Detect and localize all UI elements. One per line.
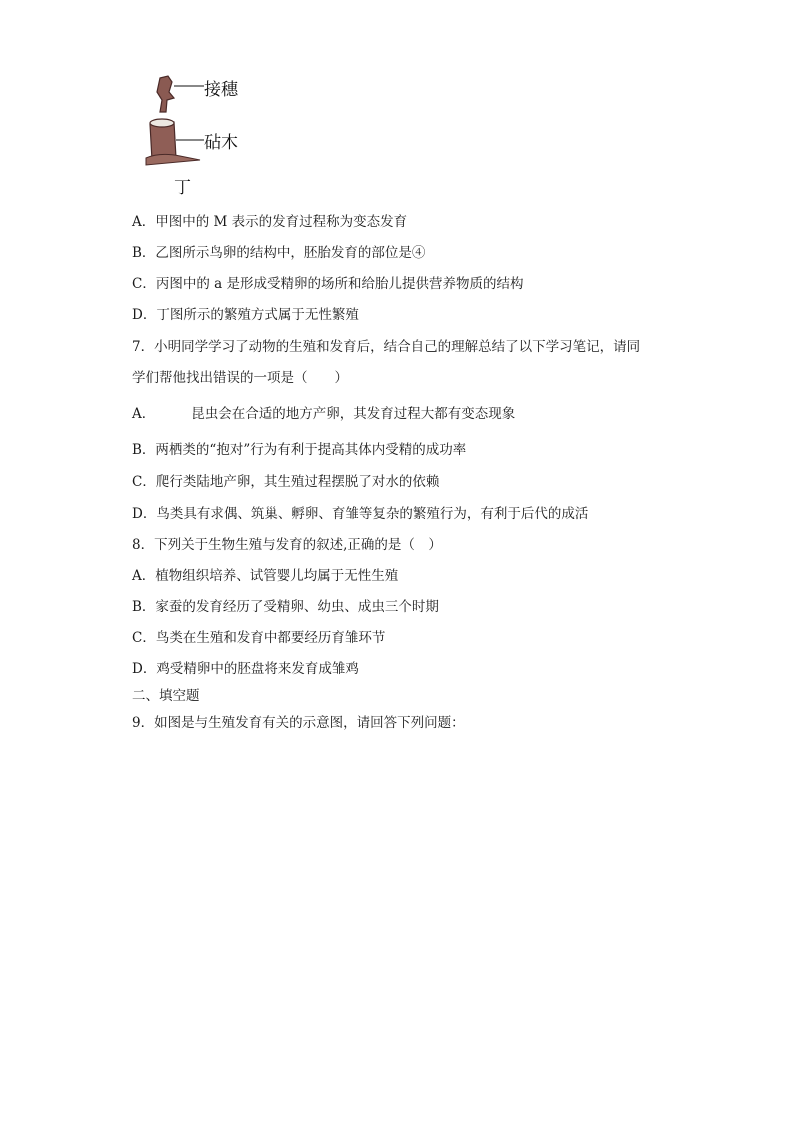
q6-option-c: C．丙图中的 a 是形成受精卵的场所和给胎儿提供营养物质的结构: [132, 276, 524, 292]
q6-option-b: B．乙图所示鸟卵的结构中，胚胎发育的部位是④: [132, 245, 426, 261]
q6-option-d: D．丁图所示的繁殖方式属于无性繁殖: [132, 307, 359, 323]
q8-stem: 8．下列关于生物生殖与发育的叙述,正确的是（ ）: [132, 537, 442, 553]
q8-option-d: D．鸡受精卵中的胚盘将来发育成雏鸡: [132, 661, 359, 677]
q8-option-a: A．植物组织培养、试管婴儿均属于无性生殖: [132, 568, 399, 584]
q7-option-d: D．鸟类具有求偶、筑巢、孵卵、育雏等复杂的繁殖行为，有利于后代的成活: [132, 506, 589, 522]
q7-option-a-letter: A．: [132, 406, 156, 422]
rootstock-label: 砧木: [204, 133, 238, 153]
q6-option-a: A．甲图中的 M 表示的发育过程称为变态发育: [132, 214, 408, 230]
grafting-figure: [140, 70, 260, 198]
q8-option-c: C．鸟类在生殖和发育中都要经历育雏环节: [132, 630, 386, 646]
scion-label: 接穗: [204, 80, 238, 100]
q7-stem-line2: 学们帮他找出错误的一项是（ ）: [132, 370, 348, 386]
q8-option-b: B．家蚕的发育经历了受精卵、幼虫、成虫三个时期: [132, 599, 439, 615]
scion-shape: [157, 76, 174, 112]
q7-option-c: C．爬行类陆地产卵，其生殖过程摆脱了对水的依赖: [132, 474, 440, 490]
figure-caption: 丁: [174, 178, 191, 198]
section-title: 二、填空题: [132, 688, 200, 704]
q9-stem: 9．如图是与生殖发育有关的示意图，请回答下列问题：: [132, 715, 465, 731]
q7-option-a-text: 昆虫会在合适的地方产卵，其发育过程大都有变态现象: [191, 406, 516, 422]
q7-option-a: [132, 404, 515, 424]
q7-stem-line1: 7．小明同学学习了动物的生殖和发育后，结合自己的理解总结了以下学习笔记，请同: [132, 339, 641, 355]
grafting-illustration: [140, 70, 260, 195]
q7-option-b: B．两栖类的“抱对”行为有利于提高其体内受精的成功率: [132, 442, 467, 458]
